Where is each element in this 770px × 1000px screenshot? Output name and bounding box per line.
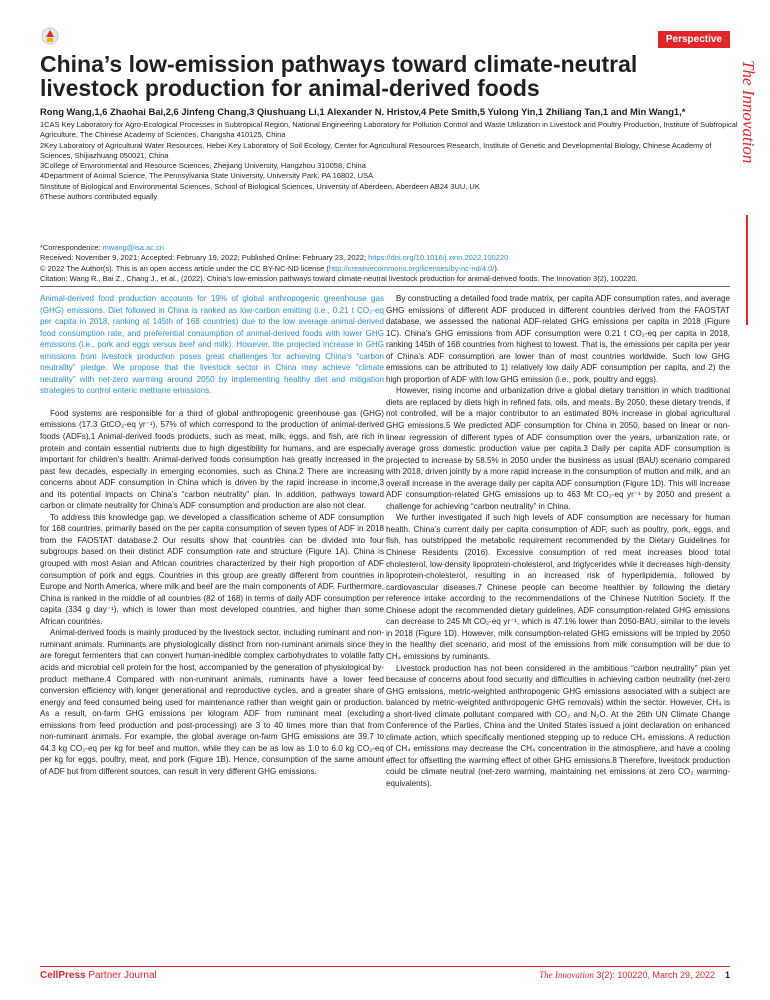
doi-link[interactable]: https://doi.org/10.1016/j.xinn.2022.100220 [368,253,509,263]
page-number: 1 [724,970,730,980]
license-link[interactable]: http://creativecommons.org/licenses/by-nc-nd/4.0/ [328,263,495,273]
publisher-logo: CellPress Partner Journal [40,970,157,981]
citation-line: Citation: Wang R., Bai Z., Chang J., et al., (2022). China’s low-emission pathways toward climate-neutral livestock production for animal-derived foods. The Innovation 3(2), 100220. [40,273,638,283]
article-title: China’s low-emission pathways toward climate-neutral livestock production for animal-derived foods [40,51,638,101]
body-paragraph: However, rising income and urbanization drive a global dietary transition in which traditional diets are replaced by diets high in refined fats, oils, and meats. By 2050, these dietary trends, if not controlled, will be a major contributor to an estimated 80% increase in global agricultural GHG emissions.5 We predicted ADF consumption for China in 2050, based on linear or non-linear regression of different types of ADF consumption over the years, urbanization rate, or average gross domestic production value per capita.3 Daily per capita ADF consumption is projected to increase by 58.5% in 2050 under the business as usual (BAU) scenario compared with 2018, driven jointly by a more rapid increase in the consumption of mutton and milk, and an overall increase in the average daily per capita ADF consumption (Figure 1D). This will increase ADF consumption-related GHG emissions up to 463 Mt CO₂-eq yr⁻¹ by 2050 and present a challenge for achieving “carbon neutrality” in China. [386,386,730,511]
left-column [40,293,384,777]
body-paragraph: By constructing a detailed food trade matrix, per capita ADF consumption rates, and average GHG emissions of different ADF produced in different countries derived from the FAOSTAT database, we assessed the national ADF-related GHG emissions per capita in 2018 (Figure 1C). China’s GHG emissions from ADF consumption were 0.21 t CO₂-eq per capita in 2018, ranking 145th of 168 countries from highest to lowest. That is, the emissions per capita per year of China’s ADF consumption are lower than of most countries worldwide. Such low GHG emissions can be attributed to 1) relatively low daily ADF consumption per capita, and 2) the high proportion of ADF with low GHG emission (i.e., pork, poultry and eggs). [386,294,730,384]
body-paragraph: Food systems are responsible for a third of global anthropogenic greenhouse gas (GHG) emissions (17.3 GtCO₂-eq yr⁻¹), 57% of which correspond to the production of animal-derived foods (ADFs).1 Animal-derived foods products, such as meat, milk, eggs, and fish, are rich in protein and contain essential nutrients due to high digestibility for humans, and are especially important for children’s health. Animal-derived foods consumption has greatly increased in the past few decades, especially in emerging economies, such as China.2 There are increasing concerns about ADF consumption in China which is driven by the rapid increase in income,3 and its potential impacts on China’s “carbon neutrality” plan. In addition, pathways toward carbon or climate neutrality for China’s ADF consumption and production are also not clear. [40,408,384,511]
body-paragraph: We further investigated if such high levels of ADF consumption are necessary for human health. China’s current daily per capita consumption of ADF, such as poultry, pork, eggs, and fish, has outstripped the metabolic requirement recommended by the Dietary Guidelines for Chinese Residents (2016). Excessive consumption of red meat increases blood total cholesterol, low-density lipoprotein-cholesterol, and triglycerides while it decreases high-density lipoprotein-cholesterol, resulting in an increased risk of hyperlipidemia, followed by cardiovascular diseases.7 Chinese people can become healthier by following the dietary reference intake according to the recommendations of the Chinese Nutrition Society. If the Chinese adopt the recommended dietary guidelines, ADF consumption-related GHG emissions can decrease to 245 Mt CO₂-eq yr⁻¹, which is 47.1% lower than 2050-BAU, similar to the levels in 2018 (Figure 1D). However, milk consumption-related GHG emissions will be tripled by 2050 in the healthy diet scenario, and most of the emissions from milk consumption will be due to CH₄ emissions by ruminants. [386,513,730,661]
check-for-updates-icon[interactable] [40,27,60,47]
journal-side-label: The Innovation [738,60,756,270]
affiliation: 6These authors contributed equally [40,192,158,202]
footer-citation: The Innovation 3(2): 100220, March 29, 2022 1 [539,970,730,980]
affiliation: 1CAS Key Laboratory for Agro-Ecological Processes in Subtropical Region, National Engineering Laboratory for Pollution Control and Waste Utilization in Livestock and Poultry Production, Institute of Subtropical Agriculture, The Chinese Academy of Sciences, Changsha 410125, China [40,120,738,140]
affiliation: 3College of Environmental and Resource Sciences, Zhejiang University, Hangzhou 310058, China [40,161,366,171]
affiliation: 2Key Laboratory of Agricultural Water Resources, Hebei Key Laboratory of Soil Ecology, Center for Agricultural Resources Research, Institute of Genetic and Developmental Biology, Chinese Academy of Sciences, Shijiazhuang 050021, China [40,140,712,160]
affiliation: 4Department of Animal Science, The Pennsylvania State University, University Park, PA 16802, USA [40,171,374,181]
license-line: © 2022 The Author(s). This is an open access article under the CC BY-NC-ND license (http://creativecommons.org/licenses/by-nc-nd/4.0/). [40,263,499,273]
affiliations [40,120,740,202]
divider [40,286,730,287]
body-paragraph: To address this knowledge gap, we developed a classification scheme of ADF consumption for 168 countries, primarily based on the per capita consumption of seven types of ADF in 2018 from the FAOSTAT database.2 Our results show that countries can be divided into four subgroups based on their distinct ADF consumption rate and structure (Figure 1A). China is grouped with most Asian and African countries characterized by their high proportion of ADF consumption of pork and eggs. Countries in this group are greatly different from countries in Europe and North America, where milk and beef are the main components of ADF. Furthermore, China is ranked in the middle of all countries (82 of 168) in terms of daily ADF consumption per capita (334 g day⁻¹), which is lower than most developed countries, and higher than some African countries. [40,512,384,626]
affiliation: 5Institute of Biological and Environmental Sciences, School of Biological Sciences, University of Aberdeen, Aberdeen AB24 3UU, UK [40,181,480,191]
article-metadata [40,243,740,284]
body-paragraph: Livestock production has not been considered in the ambitious “carbon neutrality” plan yet because of concerns about food security and difficulties in achieving carbon neutrality (net-zero GHG emissions, metric-weighted anthropogenic GHG emissions associated with a subject are balanced by metric-weighted anthropogenic GHG removals) within the sector. However, CH₄ is a short-lived climate pollutant compared with CO₂ and N₂O. At the 26th UN Climate Change Conference of the Parties, China and the United States issued a joint declaration on enhanced climate action, which specifically mentioned stepping up to reduce CH₄ emissions. A reduction of CH₄ emissions may decrease the CH₄ concentration in the atmosphere, and have a cooling effect for offsetting the warming effect of other GHG emissions.8 Therefore, livestock production could be climate neutral (net-zero warming, maintaining net emissions at zero CO₂ warming-equivalents). [386,663,730,788]
correspondence: *Correspondence: mwang@isa.ac.cn [40,243,164,252]
abstract: Animal-derived food production accounts for 19% of global anthropogenic greenhouse gas (GHG) emissions. Diet followed in China is ranked as low-carbon emitting (i.e., 0.21 t CO₂-eq per capita in 2018, ranking at 145th of 168 countries) due to the low average animal-derived food consumption rate, and preferential consumption of animal-derived foods with lower GHG emissions (i.e., pork and eggs versus beef and milk). However, the projected increase in GHG emissions from livestock production poses great challenges for achieving China’s “carbon neutrality” pledge. We propose that the livestock sector in China may achieve “climate neutrality” with net-zero warming around 2050 by implementing healthy diet and mitigation strategies to control enteric methane emissions. [40,294,384,396]
right-column [386,293,730,790]
dates-line: Received: November 9, 2021; Accepted: February 19, 2022; Published Online: February 23, 2022; https://doi.org/10.1016/j.xinn.2022.100220 [40,253,509,263]
article-type-badge: Perspective [658,31,730,48]
author-list: Rong Wang,1,6 Zhaohai Bai,2,6 Jinfeng Chang,3 Qiushuang Li,1 Alexander N. Hristov,4 Pete Smith,5 Yulong Yin,1 Zhiliang Tan,1 and Min Wang1,* [40,106,686,117]
email-link[interactable]: mwang@isa.ac.cn [102,243,164,252]
body-paragraph: Animal-derived foods is mainly produced by the livestock sector, including ruminant and non-ruminant animals. Ruminants are physiologically distinct from non-ruminant animals since they are foregut fermenters that can convert human-inedible complex carbohydrates to volatile fatty acids and microbial cell protein for the host, accompanied by the generation of physiological by-product methane.4 Compared with non-ruminant animals, ruminants have a lower feed conversion efficiency with longer generational and reproductive cycles, and a greater share of energy and feed consumed being used for maintenance rather than weight gain or production. As a result, on-farm GHG emissions per kilogram ADF from ruminant meat (excluding emissions from feed production and post-processing) are 3 to 40 times more than that from non-ruminant animals. For example, the global average on-farm GHG emissions are 39.7 to 44.3 kg CO₂-eq per kg for beef and mutton, while they can be as low as 1.0 to 6.0 kg CO₂-eq per kg for eggs, poultry, meat, and pork (Figure 1B). Hence, consumption of the same amount of ADF but from different sources, can result in very different GHG emissions. [40,628,384,776]
footer-divider [40,966,730,967]
